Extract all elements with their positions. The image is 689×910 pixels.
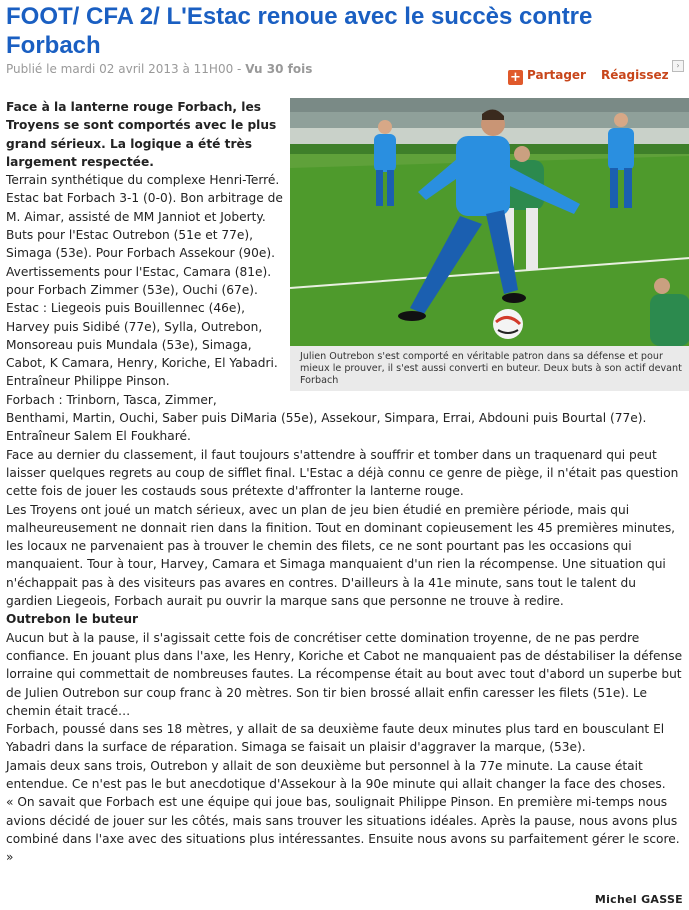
article-meta <box>6 62 312 76</box>
photo-caption: Julien Outrebon s'est comporté en véritable patron dans sa défense et pour mieux le prouver, il s'est aussi converti en buteur. Deux buts à son actif devant Forbach <box>300 351 682 386</box>
plus-icon: + <box>508 70 523 85</box>
article-figure <box>290 98 689 391</box>
paragraph: Les Troyens ont joué un match sérieux, avec un plan de jeu bien étudié en première période, mais qui malheureusement ne donnait rien dans la finition. Tout en dominant copieusement les 45 premières minutes, les locaux ne parvenaient pas à trouver le chemin des filets, ce ne sont pourtant pas les occasions qui manquaient. Tour à tour, Harvey, Camara et Simaga manquaient d'un rien la récompense. Une situation qui n'échappait pas à des visiteurs pas avares en contres. D'ailleurs à la 41e minute, sans tout le talent du gardien Liegeois, Forbach aurait pu ouvrir la marque sans que personne ne trouve à redire. <box>6 502 676 609</box>
paragraph: Forbach, poussé dans ses 18 mètres, y allait de sa deuxième faute deux minutes plus tard en bousculant El Yabadri dans la surface de réparation. Simaga se faisait un plaisir d'aggraver la marque, (53e). <box>6 722 665 755</box>
article-body <box>6 98 684 866</box>
author-signature: Michel GASSE <box>594 893 683 906</box>
collapse-icon[interactable]: › <box>672 60 684 72</box>
ball <box>493 309 523 339</box>
paragraph: Face au dernier du classement, il faut toujours s'attendre à souffrir et tomber dans un traquenard qui peut laisser quelques regrets au coup de sifflet final. L'Estac a déjà connu ce genre de piège, il n'était pas question cette fois de jouer les costauds sous prétexte d'affronter la lanterne rouge. <box>6 447 679 499</box>
paragraph: Forbach : Trinborn, Tasca, Zimmer, Benthami, Martin, Ouchi, Saber puis DiMaria (55e), Assekour, Simpara, Errai, Abdouni puis Bourtal (77e). Entraîneur Salem El Foukharé. <box>6 392 647 444</box>
section-heading: Outrebon le buteur <box>6 612 139 627</box>
article-title: FOOT/ CFA 2/ L'Estac renoue avec le succès contre Forbach <box>6 3 593 59</box>
article-photo[interactable] <box>290 98 689 346</box>
paragraph: Aucun but à la pause, il s'agissait cette fois de concrétiser cette domination troyenne, de ne pas perdre confiance. En jouant plus dans l'axe, les Henry, Koriche et Cabot ne manquaient pas de déstabiliser la défense lorraine qui commettait de nombreuses fautes. La récompense était au bout avec tout d'abord un superbe but de Julien Outrebon sur coup franc à 20 mètres. Son tir bien brossé allait enfin caresser les filets (51e). Le chemin était tracé… <box>6 630 683 718</box>
paragraph: Terrain synthétique du complexe Henri-Terré. Estac bat Forbach 3-1 (0-0). Bon arbitrage de M. Aimar, assisté de MM Janniot et Joberty. Buts pour l'Estac Outrebon (51e et 77e), Simaga (53e). Pour Forbach Assekour (90e). Avertissements pour l'Estac, Camara (81e). pour Forbach Zimmer (53e), Ouchi (67e). <box>6 173 283 297</box>
paragraph: « On savait que Forbach est une équipe qui joue bas, soulignait Philippe Pinson. En première mi-temps nous avions décidé de jouer sur les côtés, mais sans trouver les situations idéales. Après la pause, nous avons plus combiné dans l'axe avec des situations plus intéressantes. Ensuite nous avons su parfaitement gérer le score. » <box>6 795 680 865</box>
view-count: Vu 30 fois <box>245 62 313 76</box>
share-button[interactable] <box>508 68 586 85</box>
paragraph: Jamais deux sans trois, Outrebon y allait de son deuxième but personnel à la 77e minute. La cause était entendue. Ce n'est pas le but anecdotique d'Assekour à la 90e minute qui allait changer la face des choses. <box>6 758 666 791</box>
article-lead: Face à la lanterne rouge Forbach, les Troyens se sont comportés avec le plus grand sérieux. La logique a été très largement respectée. <box>6 100 277 169</box>
paragraph: Estac : Liegeois puis Bouillennec (46e), Harvey puis Sidibé (77e), Sylla, Outrebon, Monsoreau puis Mundala (53e), Simaga, Cabot, K Camara, Henry, Koriche, El Yabadri. Entraîneur Philippe Pinson. <box>6 301 278 389</box>
share-label: Partager <box>527 68 586 82</box>
react-button[interactable]: Réagissez <box>601 68 669 82</box>
publish-date: Publié le mardi 02 avril 2013 à 11H00 - <box>6 62 246 76</box>
